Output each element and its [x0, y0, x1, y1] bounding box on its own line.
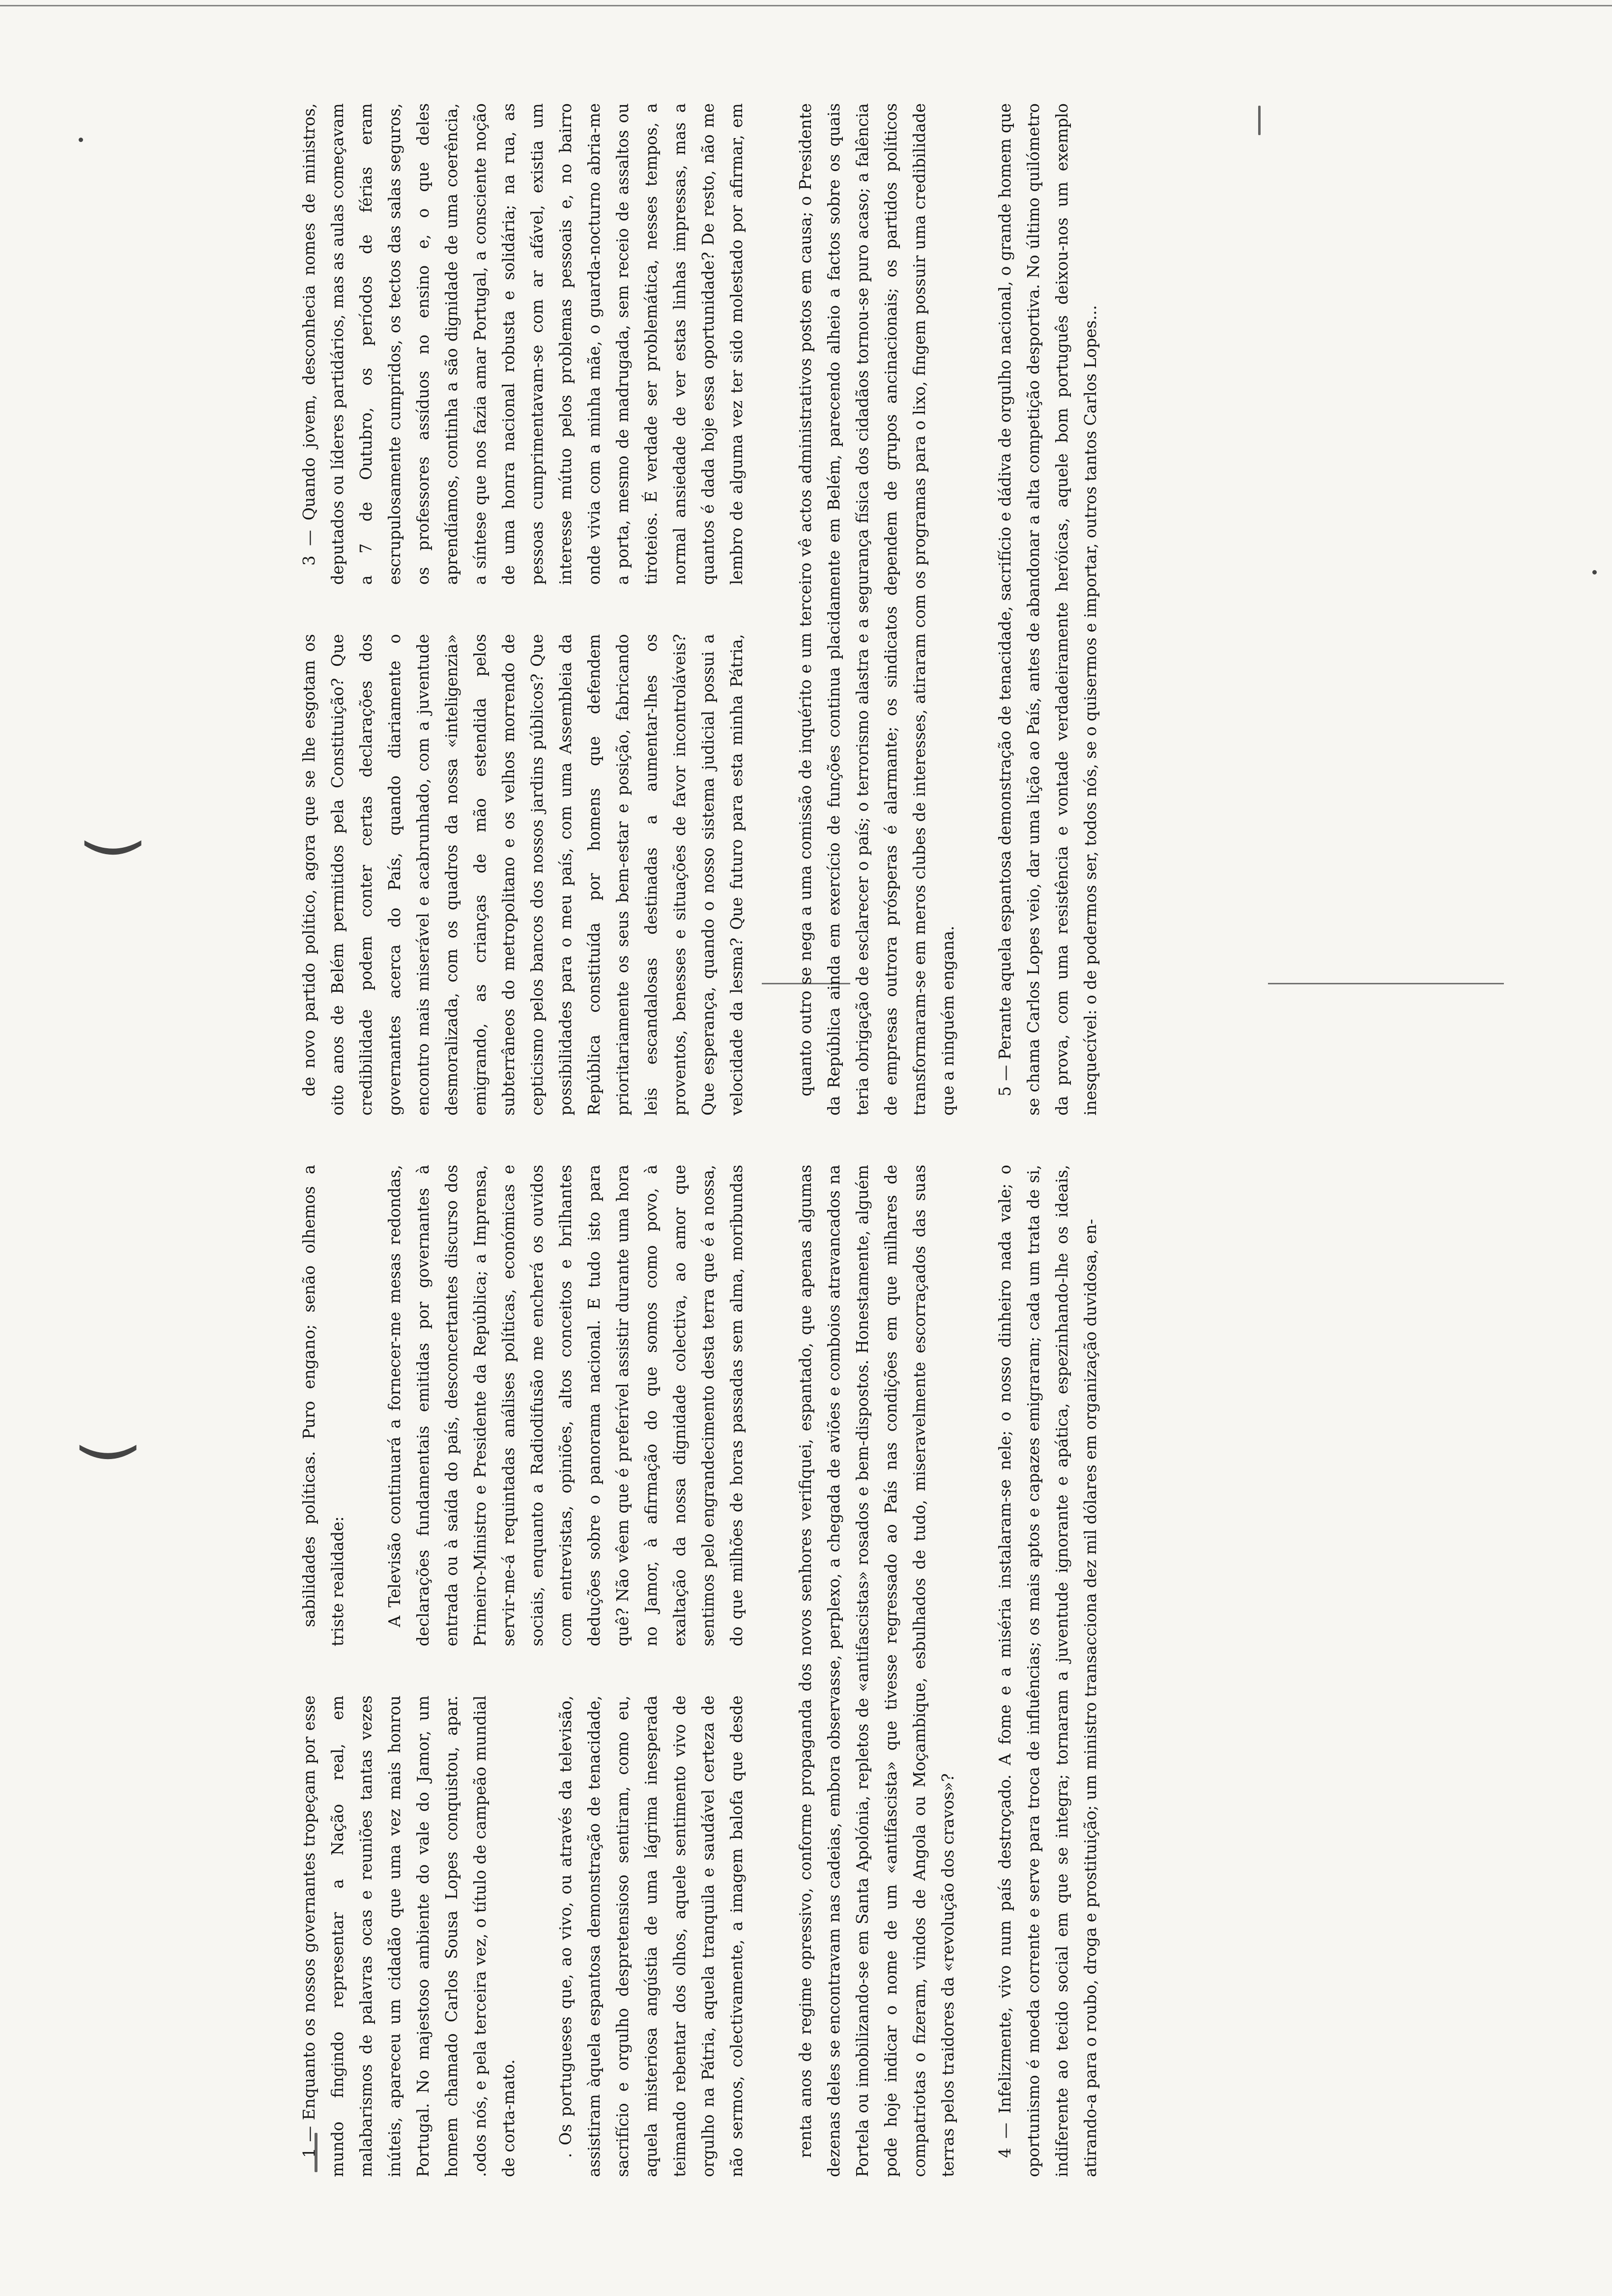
scan-artifact-mark: (: [73, 835, 148, 861]
paragraph: 5 — Perante aquela espantosa demonstração de tenacidade, sacrifício e dádiva de orgulho nacional, o grande homem que se chama Carlos Lopes veio, dar uma lição ao País, antes de abandonar a alta competição desportiva. No último quilómetro da prova, com uma resistência e vontade verdadeiramente heróicas, aquele bom português deixou-nos um exemplo inesquecível: o de podermos ser, todos nós, se o quisermos e importar, outros tantos Carlos Lopes...: [996, 103, 1100, 1116]
paragraph: de novo partido político, agora que se lhe esgotam os oito anos de Belém permitidos pela Constituição? Que credibilidade podem conter certas declarações dos governantes acerca do País, quando diariamente o encontro mais miserável e acabrunhado, com a juventude desmoralizada, com os quadros da nossa «inteligenzia» emigrando, as crianças de mão estendida pelos subterrâneos do metropolitano e os velhos morrendo de cepticismo pelos bancos dos nossos jardins públicos? Que possibilidades para o meu país, com uma Assembleia da República constituída por homens que defendem prioritariamente os seus bem-estar e posição, fabricando leis escandalosas destinadas a aumentar-lhes os proventos, benesses e situações de favor incontroláveis? Que esperança, quando o nosso sistema judicial possui a velocidade da lesma? Que futuro para esta minha Pátria,: [300, 634, 746, 1116]
scan-speck: [1592, 570, 1597, 574]
paragraph: renta anos de regime opressivo, conforme propaganda dos novos senhores verifiquei, espantado, que apenas algumas dezenas deles se encontravam nas cadeias, embora observasse, perplexo, a chegada de aviões e comboios atravancados na Portela ou imobilizando-se em Santa Apolónia, repletos de «antifascistas» rosados e bem-dispostos. Honestamente, alguém pode hoje indicar o nome de um «antifascista» que tivesse regressado ao País nas condições em que milhares de compatriotas o fizeram, vindos de Angola ou Moçambique, esbulhados de tudo, miseravelmente escorraçados das suas terras pelos traidores da «revolução dos cravos»?: [796, 1165, 957, 2177]
scan-artifact-mark: [1258, 106, 1261, 135]
article-column-4: [295, 103, 752, 585]
scan-speck: [79, 138, 83, 142]
paragraph: A Televisão continuará a fornecer-me mesas redondas, declarações fundamentais emitidas por governantes à entrada ou à saída do país, desconcertantes discurso dos Primeiro-Ministro e Presidente da República; a Imprensa, servir-me-á requintadas análises políticas, económicas e sociais, enquanto a Radiodifusão me encherá os ouvidos com entrevistas, opiniões, altos conceitos e brilhantes deduções sobre o panorama nacional. E tudo isto para quê? Não vêem que é preferível assistir durante uma hora no Jamor, à afirmação do que somos como povo, à exaltação da nossa dignidade colectiva, ao amor que sentimos pelo engrandecimento desta terra que é a nossa, do que milhões de horas passadas sem alma, moribundas: [385, 1165, 746, 1646]
column-rule: [1268, 983, 1504, 984]
scan-artifact-mark: (: [68, 1439, 144, 1465]
paragraph: 3 — Quando jovem, desconhecia nomes de ministros, deputados ou líderes partidários, mas as aulas começavam a 7 de Outubro, os períodos de férias eram escrupulosamente cumpridos, os tectos das salas seguros, os professores assíduos no ensino e, o que deles aprendíamos, continha a são dignidade de uma coerência, a síntese que nos fazia amar Portugal, a consciente noção de uma honra nacional robusta e solidária; na rua, as pessoas cumprimentavam-se com ar afável, existia um interesse mútuo pelos problemas pessoais e, no bairro onde vivia com a minha mãe, o guarda-nocturno abria-me a porta, mesmo de madrugada, sem receio de assaltos ou tiroteios. É verdade ser problemática, nesses tempos, a normal ansiedade de ver estas linhas impressas, mas a quantos é dada hoje essa oportunidade? De resto, não me lembro de alguma vez ter sido molestado por afirmar, em: [300, 103, 746, 585]
article-column-1: [295, 1695, 752, 2177]
article-column-6: [791, 103, 1248, 1116]
article-column-2: [295, 1165, 752, 1646]
paragraph: 1 — Enquanto os nossos governantes tropeçam por esse mundo fingindo representar a Nação real, em malabarismos de palavras ocas e reuniões tantas vezes inúteis, apareceu um cidadão que uma vez mais honrou Portugal. No majestoso ambiente do vale do Jamor, um homem chamado Carlos Sousa Lopes conquistou, apar. .odos nós, e pela terceira vez, o título de campeão mundial de corta-mato.: [300, 1695, 518, 2177]
article-column-5: [791, 1165, 1248, 2177]
article-row-upper: [295, 103, 752, 2177]
article-column-3: [295, 634, 752, 1116]
article-row-lower: [791, 103, 1248, 2177]
scan-top-edge-line: [0, 5, 1612, 6]
newspaper-article: [295, 103, 1248, 2177]
paragraph: quanto outro se nega a uma comissão de inquérito e um terceiro vê actos administrativos postos em causa; o Presidente da República ainda em exercício de funções continua placidamente em Belém, parecendo alheio a factos sobre os quais teria obrigação de esclarecer o país; o terrorismo alastra e a segurança física dos cidadãos tornou-se puro acaso; a falência de empresas outrora prósperas é alarmante; os sindicatos dependem de grupos ancinacionais; os partidos políticos transformaram-se em meros clubes de interesses, atiraram com os programas para o lixo, fingem possuir uma credibilidade que a ninguém engana.: [796, 103, 957, 1116]
paragraph: . Os portugueses que, ao vivo, ou através da televisão, assistiram àquela espantosa demonstração de tenacidade, sacrifício e orgulho despretensioso sentiram, como eu, aquela misteriosa angústia de uma lágrima inesperada teimando rebentar dos olhos, aquele sentimento vivo de orgulho na Pátria, aquela tranquila e saudável certeza de não sermos, colectivamente, a imagem balofa que desde: [556, 1695, 746, 2177]
paragraph: sabilidades políticas. Puro engano; senão olhemos a triste realidade:: [300, 1165, 347, 1646]
paragraph: 4 — Infelizmente, vivo num país destroçado. A fome e a miséria instalaram-se nele; o nosso dinheiro nada vale; o oportunismo é moeda corrente e serve para troca de influências; os mais aptos e capazes emigraram; cada um trata de si, indiferente ao tecido social em que se integra; tornaram a juventude ignorante e apática, espezinhando-lhe os ideais, atirando-a para o roubo, droga e prostituição; um ministro transacciona dez mil dólares em organização duvidosa, en-: [996, 1165, 1100, 2177]
